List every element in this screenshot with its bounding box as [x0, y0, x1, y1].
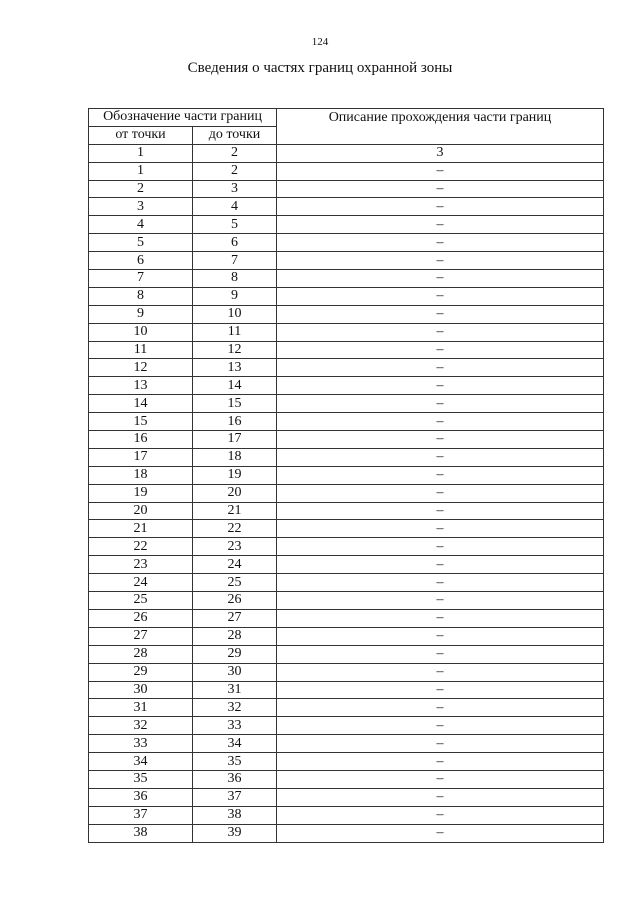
- description-cell: –: [277, 252, 604, 270]
- table-row: [89, 287, 604, 305]
- description-cell: –: [277, 413, 604, 431]
- table-row: [89, 735, 604, 753]
- to-point-cell: 30: [193, 663, 277, 681]
- to-point-cell: 20: [193, 484, 277, 502]
- from-point-cell: 18: [89, 466, 193, 484]
- from-point-cell: 28: [89, 645, 193, 663]
- description-cell: –: [277, 556, 604, 574]
- to-point-cell: 3: [193, 180, 277, 198]
- to-point-cell: 9: [193, 287, 277, 305]
- from-point-cell: 13: [89, 377, 193, 395]
- table-row: [89, 180, 604, 198]
- table-row: [89, 538, 604, 556]
- table-row: [89, 252, 604, 270]
- to-point-cell: 8: [193, 270, 277, 288]
- to-point-cell: 11: [193, 323, 277, 341]
- description-cell: –: [277, 287, 604, 305]
- to-point-cell: 14: [193, 377, 277, 395]
- table-row: [89, 770, 604, 788]
- from-point-cell: 27: [89, 627, 193, 645]
- to-point-cell: 16: [193, 413, 277, 431]
- to-point-cell: 31: [193, 681, 277, 699]
- table-row: [89, 466, 604, 484]
- description-cell: –: [277, 395, 604, 413]
- from-point-cell: 23: [89, 556, 193, 574]
- table-row: [89, 592, 604, 610]
- description-cell: –: [277, 466, 604, 484]
- from-point-cell: 11: [89, 341, 193, 359]
- description-cell: –: [277, 484, 604, 502]
- page-title: Сведения о частях границ охранной зоны: [187, 60, 453, 76]
- table-row: [89, 323, 604, 341]
- to-point-cell: 12: [193, 341, 277, 359]
- to-point-cell: 19: [193, 466, 277, 484]
- table-row: [89, 484, 604, 502]
- to-point-cell: 2: [193, 162, 277, 180]
- table-row: [89, 663, 604, 681]
- to-point-cell: 29: [193, 645, 277, 663]
- from-point-cell: 22: [89, 538, 193, 556]
- table-row: [89, 234, 604, 252]
- to-point-cell: 28: [193, 627, 277, 645]
- table-row: [89, 806, 604, 824]
- column-number-row: [89, 144, 604, 162]
- description-cell: –: [277, 627, 604, 645]
- to-point-cell: 18: [193, 448, 277, 466]
- from-point-cell: 21: [89, 520, 193, 538]
- to-point-cell: 13: [193, 359, 277, 377]
- from-point-cell: 9: [89, 305, 193, 323]
- description-cell: –: [277, 520, 604, 538]
- header-from-point: от точки: [89, 126, 193, 144]
- description-cell: –: [277, 305, 604, 323]
- from-point-cell: 1: [89, 162, 193, 180]
- table-header-row: [89, 109, 604, 127]
- from-point-cell: 17: [89, 448, 193, 466]
- description-cell: –: [277, 216, 604, 234]
- description-cell: –: [277, 574, 604, 592]
- description-cell: –: [277, 735, 604, 753]
- to-point-cell: 4: [193, 198, 277, 216]
- description-cell: –: [277, 502, 604, 520]
- from-point-cell: 14: [89, 395, 193, 413]
- from-point-cell: 8: [89, 287, 193, 305]
- from-point-cell: 31: [89, 699, 193, 717]
- from-point-cell: 30: [89, 681, 193, 699]
- from-point-cell: 16: [89, 431, 193, 449]
- from-point-cell: 24: [89, 574, 193, 592]
- description-cell: –: [277, 431, 604, 449]
- table-row: [89, 627, 604, 645]
- header-to-point: до точки: [193, 126, 277, 144]
- table-row: [89, 448, 604, 466]
- table-row: [89, 395, 604, 413]
- to-point-cell: 6: [193, 234, 277, 252]
- table-row: [89, 753, 604, 771]
- description-cell: –: [277, 806, 604, 824]
- from-point-cell: 12: [89, 359, 193, 377]
- to-point-cell: 17: [193, 431, 277, 449]
- from-point-cell: 7: [89, 270, 193, 288]
- page-number: 124: [311, 36, 329, 48]
- column-number-2: 2: [193, 144, 277, 162]
- description-cell: –: [277, 538, 604, 556]
- from-point-cell: 29: [89, 663, 193, 681]
- from-point-cell: 10: [89, 323, 193, 341]
- from-point-cell: 4: [89, 216, 193, 234]
- from-point-cell: 37: [89, 806, 193, 824]
- description-cell: –: [277, 162, 604, 180]
- to-point-cell: 23: [193, 538, 277, 556]
- to-point-cell: 39: [193, 824, 277, 842]
- to-point-cell: 32: [193, 699, 277, 717]
- table-row: [89, 788, 604, 806]
- description-cell: –: [277, 717, 604, 735]
- description-cell: –: [277, 377, 604, 395]
- description-cell: –: [277, 753, 604, 771]
- from-point-cell: 26: [89, 609, 193, 627]
- table-row: [89, 574, 604, 592]
- description-cell: –: [277, 824, 604, 842]
- description-cell: –: [277, 180, 604, 198]
- from-point-cell: 19: [89, 484, 193, 502]
- from-point-cell: 34: [89, 753, 193, 771]
- to-point-cell: 37: [193, 788, 277, 806]
- table-row: [89, 502, 604, 520]
- description-cell: –: [277, 609, 604, 627]
- table-row: [89, 824, 604, 842]
- from-point-cell: 5: [89, 234, 193, 252]
- from-point-cell: 35: [89, 770, 193, 788]
- description-cell: –: [277, 198, 604, 216]
- table-row: [89, 645, 604, 663]
- table-row: [89, 162, 604, 180]
- table-row: [89, 520, 604, 538]
- description-cell: –: [277, 359, 604, 377]
- from-point-cell: 3: [89, 198, 193, 216]
- column-number-3: 3: [277, 144, 604, 162]
- description-cell: –: [277, 341, 604, 359]
- to-point-cell: 35: [193, 753, 277, 771]
- table-row: [89, 431, 604, 449]
- header-boundary-designation: Обозначение части границ: [89, 109, 277, 127]
- from-point-cell: 36: [89, 788, 193, 806]
- table-row: [89, 305, 604, 323]
- to-point-cell: 33: [193, 717, 277, 735]
- to-point-cell: 7: [193, 252, 277, 270]
- from-point-cell: 2: [89, 180, 193, 198]
- from-point-cell: 15: [89, 413, 193, 431]
- from-point-cell: 32: [89, 717, 193, 735]
- boundary-parts-table: [88, 108, 604, 843]
- to-point-cell: 15: [193, 395, 277, 413]
- to-point-cell: 27: [193, 609, 277, 627]
- description-cell: –: [277, 645, 604, 663]
- table-row: [89, 413, 604, 431]
- table-row: [89, 556, 604, 574]
- to-point-cell: 10: [193, 305, 277, 323]
- description-cell: –: [277, 770, 604, 788]
- description-cell: –: [277, 234, 604, 252]
- description-cell: –: [277, 592, 604, 610]
- to-point-cell: 25: [193, 574, 277, 592]
- table-row: [89, 198, 604, 216]
- description-cell: –: [277, 681, 604, 699]
- description-cell: –: [277, 323, 604, 341]
- from-point-cell: 33: [89, 735, 193, 753]
- table-row: [89, 681, 604, 699]
- from-point-cell: 6: [89, 252, 193, 270]
- table-row: [89, 699, 604, 717]
- from-point-cell: 25: [89, 592, 193, 610]
- table-row: [89, 341, 604, 359]
- from-point-cell: 38: [89, 824, 193, 842]
- to-point-cell: 5: [193, 216, 277, 234]
- header-boundary-description: Описание прохождения части границ: [277, 109, 604, 145]
- description-cell: –: [277, 788, 604, 806]
- description-cell: –: [277, 699, 604, 717]
- to-point-cell: 22: [193, 520, 277, 538]
- to-point-cell: 38: [193, 806, 277, 824]
- to-point-cell: 21: [193, 502, 277, 520]
- table-row: [89, 359, 604, 377]
- table-row: [89, 717, 604, 735]
- column-number-1: 1: [89, 144, 193, 162]
- description-cell: –: [277, 448, 604, 466]
- table-row: [89, 609, 604, 627]
- table-row: [89, 377, 604, 395]
- description-cell: –: [277, 270, 604, 288]
- to-point-cell: 36: [193, 770, 277, 788]
- to-point-cell: 24: [193, 556, 277, 574]
- to-point-cell: 34: [193, 735, 277, 753]
- to-point-cell: 26: [193, 592, 277, 610]
- description-cell: –: [277, 663, 604, 681]
- from-point-cell: 20: [89, 502, 193, 520]
- table-row: [89, 216, 604, 234]
- table-row: [89, 270, 604, 288]
